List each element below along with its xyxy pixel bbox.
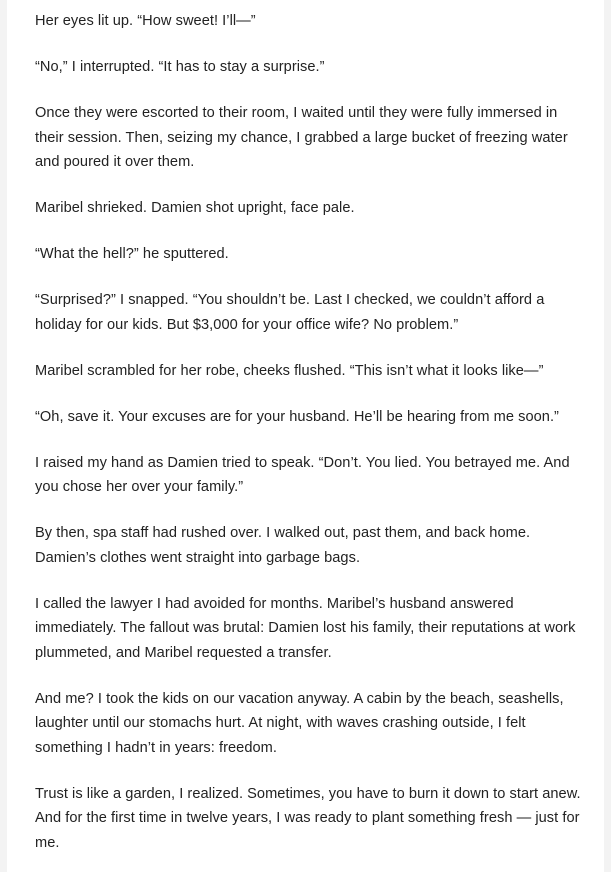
article-paragraph: And me? I took the kids on our vacation anyway. A cabin by the beach, seashells, laughter until our stomachs hurt. At night, with waves crashing outside, I felt something I hadn’t in years: freedom. [35, 690, 564, 756]
article-paragraph: “Surprised?” I snapped. “You shouldn’t be. Last I checked, we couldn’t afford a holiday for our kids. But $3,000 for your office wife? No problem.” [35, 292, 545, 333]
article-paragraph: “No,” I interrupted. “It has to stay a surprise.” [35, 59, 325, 75]
article-paragraph: By then, spa staff had rushed over. I walked out, past them, and back home. Damien’s clothes went straight into garbage bags. [35, 525, 531, 566]
article-paragraph: Maribel shrieked. Damien shot upright, face pale. [35, 200, 355, 216]
article-paragraph: “What the hell?” he sputtered. [35, 246, 229, 262]
article-body [35, 9, 584, 855]
article-paragraph: Maribel scrambled for her robe, cheeks flushed. “This isn’t what it looks like—” [35, 362, 544, 379]
article-paragraph: Trust is like a garden, I realized. Sometimes, you have to burn it down to start anew. And for the first time in twelve years, I was ready to plant something fresh — just for me. [35, 785, 581, 851]
article-paragraph: I raised my hand as Damien tried to speak. “Don’t. You lied. You betrayed me. And you chose her over your family.” [35, 454, 570, 495]
article-paragraph: “Oh, save it. Your excuses are for your husband. He’ll be hearing from me soon.” [35, 408, 559, 425]
article-page [7, 0, 604, 872]
article-paragraph: I called the lawyer I had avoided for months. Maribel’s husband answered immediately. The fallout was brutal: Damien lost his family, their reputations at work plummeted, and Maribel requested a transfer. [35, 595, 576, 661]
article-paragraph: Her eyes lit up. “How sweet! I’ll—” [35, 13, 256, 29]
article-paragraph: Once they were escorted to their room, I waited until they were fully immersed in their session. Then, seizing my chance, I grabbed a large bucket of freezing water and poured it over them. [35, 105, 568, 170]
